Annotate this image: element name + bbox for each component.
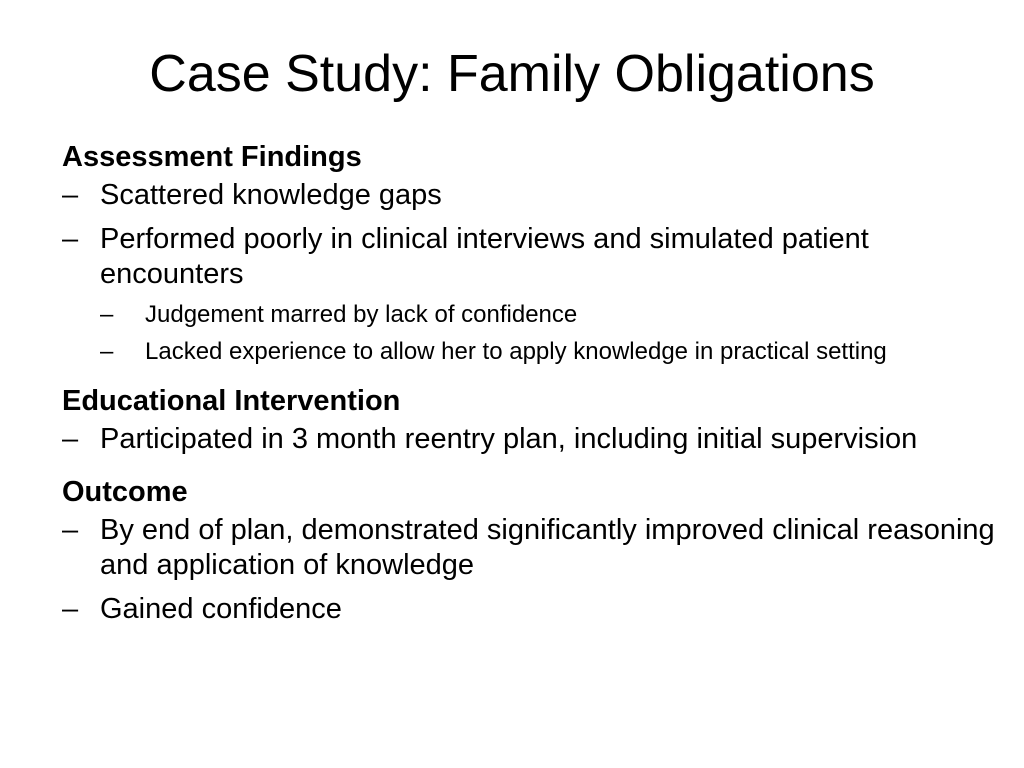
section-heading: Educational Intervention — [62, 385, 401, 417]
bullet-list — [62, 178, 1012, 366]
dash-bullet-icon: – — [62, 514, 79, 546]
dash-bullet-icon: – — [62, 423, 79, 455]
bullet-item — [62, 513, 1012, 583]
bullet-item — [62, 178, 1012, 213]
bullet-text: Performed poorly in clinical interviews and simulated patient encounters — [100, 223, 869, 290]
section-assessment-findings — [62, 136, 1012, 366]
dash-bullet-icon: – — [62, 223, 79, 255]
section-heading: Outcome — [62, 476, 188, 508]
bullet-text: Gained confidence — [100, 593, 342, 625]
sub-bullet-item — [100, 300, 1012, 329]
bullet-list — [62, 513, 1012, 627]
dash-bullet-icon: – — [100, 301, 114, 328]
dash-bullet-icon: – — [62, 593, 79, 625]
bullet-item — [62, 422, 1012, 457]
section-educational-intervention — [62, 380, 1012, 457]
sub-bullet-text: Lacked experience to allow her to apply knowledge in practical setting — [145, 338, 887, 365]
sub-bullet-item — [100, 337, 1012, 366]
slide-title: Case Study: Family Obligations — [149, 45, 875, 103]
bullet-item — [62, 592, 1012, 627]
bullet-item — [62, 222, 1012, 366]
bullet-list — [62, 422, 1012, 457]
slide-body — [62, 136, 1012, 627]
bullet-text: By end of plan, demonstrated significantly improved clinical reasoning and application of knowledge — [100, 514, 995, 581]
sub-bullet-text: Judgement marred by lack of confidence — [145, 301, 578, 328]
bullet-text: Scattered knowledge gaps — [100, 179, 442, 211]
section-heading: Assessment Findings — [62, 141, 362, 173]
dash-bullet-icon: – — [100, 338, 114, 365]
bullet-text: Participated in 3 month reentry plan, including initial supervision — [100, 423, 918, 455]
dash-bullet-icon: – — [62, 179, 79, 211]
section-outcome — [62, 471, 1012, 627]
sub-bullet-list — [100, 300, 1012, 366]
